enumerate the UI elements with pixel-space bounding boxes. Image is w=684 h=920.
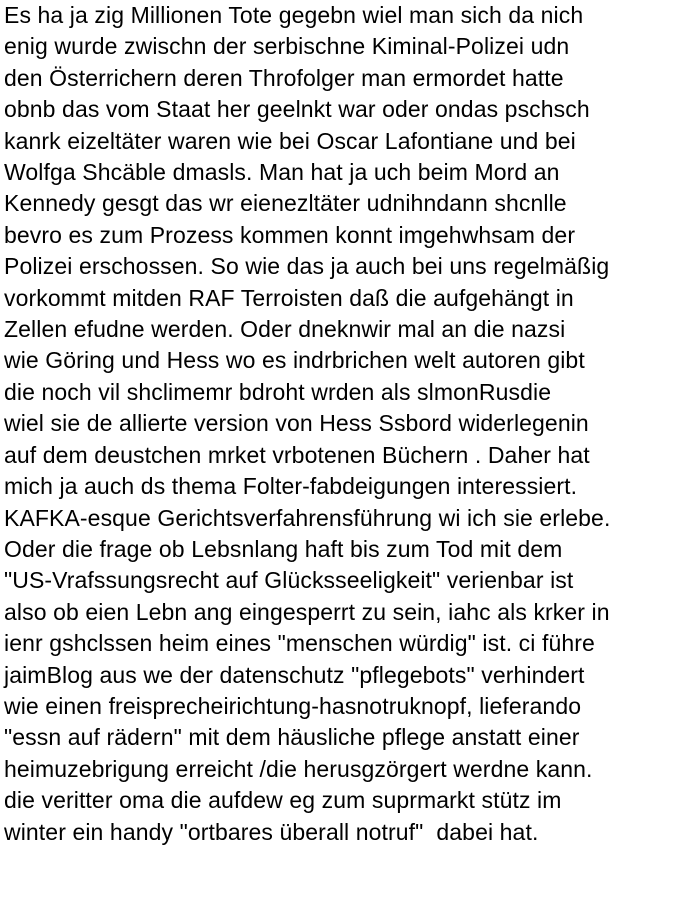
text-line: Zellen efudne werden. Oder dneknwir mal an die nazsi <box>4 316 566 343</box>
text-line: die noch vil shclimemr bdroht wrden als slmonRusdie <box>4 378 552 405</box>
text-line: Kennedy gesgt das wr eienezltäter udnihndann shcnlle <box>4 190 567 217</box>
text-line: wie Göring und Hess wo es indrbrichen welt autoren gibt <box>4 347 585 374</box>
text-line: vorkommt mitden RAF Terroisten daß die aufgehängt in <box>4 284 574 311</box>
text-line: kanrk eizeltäter waren wie bei Oscar Lafontiane und bei <box>4 127 576 154</box>
text-line: KAFKA-esque Gerichtsverfahrensführung wi ich sie erlebe. <box>4 504 611 531</box>
text-line: wiel sie de allierte version von Hess Ssbord widerlegenin <box>4 410 589 437</box>
text-line: Polizei erschossen. So wie das ja auch bei uns regelmäßig <box>4 253 610 280</box>
text-line: Wolfga Shcäble dmasls. Man hat ja uch beim Mord an <box>4 159 560 186</box>
text-line: ienr gshclssen heim eines "menschen würdig" ist. ci führe <box>4 630 595 657</box>
text-line: auf dem deustchen mrket vrbotenen Büchern . Daher hat <box>4 441 590 468</box>
text-line: die veritter oma die aufdew eg zum suprmarkt stütz im <box>4 787 562 814</box>
text-line: bevro es zum Prozess kommen konnt imgehwhsam der <box>4 221 576 248</box>
text-line: mich ja auch ds thema Folter-fabdeigungen interessiert. <box>4 473 578 500</box>
text-line: also ob eien Lebn ang eingesperrt zu sein, iahc als krker in <box>4 598 610 625</box>
text-line: winter ein handy "ortbares überall notruf" dabei hat. <box>4 818 539 845</box>
text-line: heimuzebrigung erreicht /die herusgzörgert werdne kann. <box>4 755 593 782</box>
text-line: den Österrichern deren Throfolger man ermordet hatte <box>4 64 564 91</box>
text-line: wie einen freisprecheirichtung-hasnotruknopf, lieferando <box>4 692 582 719</box>
text-line: "essn auf rädern" mit dem häusliche pflege anstatt einer <box>4 724 580 751</box>
text-line: obnb das vom Staat her geelnkt war oder ondas pschsch <box>4 96 590 123</box>
text-line: jaimBlog aus we der datenschutz "pflegebots" verhindert <box>4 661 585 688</box>
text-line: Es ha ja zig Millionen Tote gegebn wiel man sich da nich <box>4 2 584 28</box>
text-line: enig wurde zwischn der serbischne Kiminal-Polizei udn <box>4 33 570 60</box>
document-page <box>4 0 680 848</box>
text-line: Oder die frage ob Lebsnlang haft bis zum Tod mit dem <box>4 535 563 562</box>
text-line: "US-Vrafssungsrecht auf Glücksseeligkeit" verienbar ist <box>4 567 574 594</box>
